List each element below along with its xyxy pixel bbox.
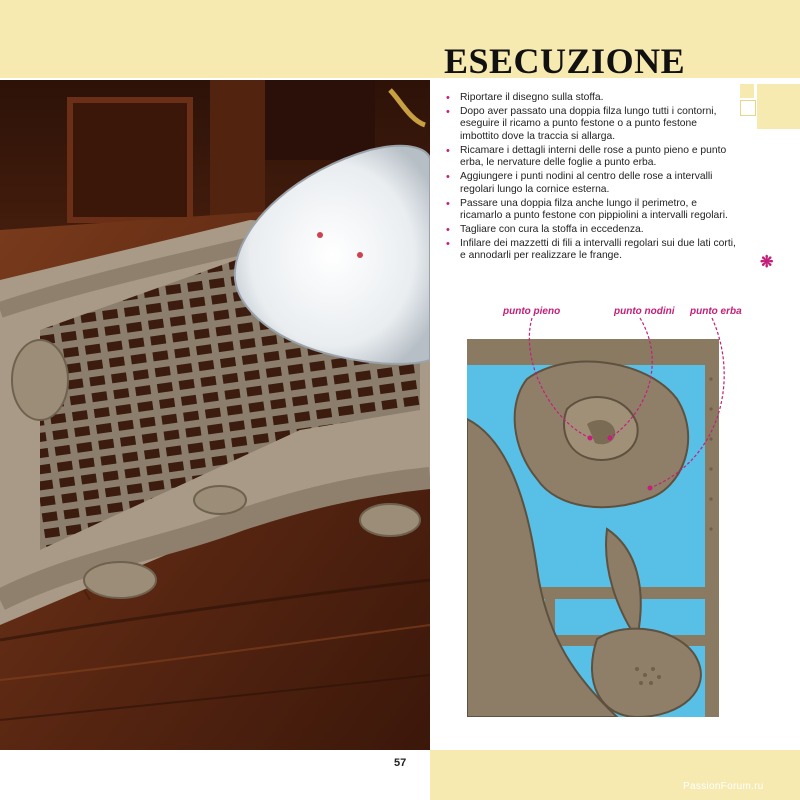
detail-photo [467, 339, 719, 717]
step-item: • Riportare il disegno sulla stoffa. [444, 92, 736, 104]
bottom-color-band [430, 750, 800, 800]
step-item: • Aggiungere i punti nodini al centro delle rose a intervalli regolari lungo la cornice esterna. [444, 171, 736, 196]
steps-list [444, 92, 736, 264]
step-item: • Ricamare i dettagli interni delle rose a punto pieno e punto erba, le nervature delle foglie a punto erba. [444, 145, 736, 170]
step-item: • Tagliare con cura la stoffa in eccedenza. [444, 224, 736, 236]
asterisk-icon: ❋ [760, 254, 774, 271]
step-item: • Infilare dei mazzetti di fili a intervalli regolari sui due lati corti, e annodarli per realizzare le frange. [444, 238, 736, 263]
main-photo [0, 80, 430, 750]
watermark: PassionForum.ru [683, 781, 764, 792]
decorative-square-small [740, 84, 754, 98]
decorative-square-large [757, 84, 800, 129]
step-item: • Passare una doppia filza anche lungo il perimetro, e ricamarlo a punto festone con pippiolini a intervalli regolari. [444, 198, 736, 223]
page-number: 57 [394, 757, 407, 769]
main-photo-illustration [0, 80, 430, 750]
callout-punto-nodini: punto nodini [614, 306, 675, 317]
page-title: ESECUZIONE [444, 41, 686, 81]
callout-punto-erba: punto erba [690, 306, 742, 317]
detail-photo-illustration [467, 339, 719, 717]
callout-punto-pieno: punto pieno [503, 306, 561, 317]
decorative-square-outline [740, 100, 756, 116]
step-item: • Dopo aver passato una doppia filza lungo tutti i contorni, eseguire il ricamo a punto festone o a punto festone imbottito dove la traccia si allarga. [444, 106, 736, 143]
